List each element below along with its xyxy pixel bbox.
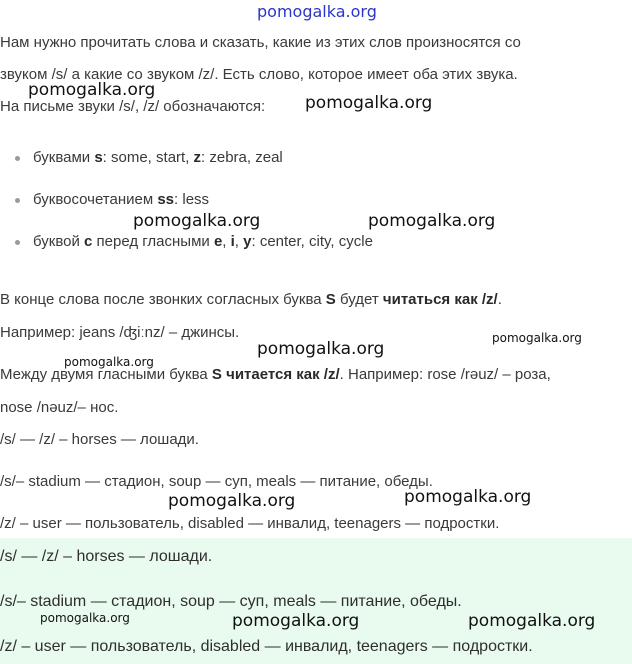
list-text: : zebra, zeal <box>201 149 283 166</box>
list-text: : center, city, cycle <box>251 233 373 250</box>
list-text: : some, start, <box>102 149 194 166</box>
rule-text: будет <box>335 291 383 308</box>
list-bold: c <box>84 233 93 250</box>
watermark: pomogalka.org <box>257 339 385 359</box>
list-text: буквосочетанием <box>33 191 158 208</box>
answer-horses: /s/ — /z/ – horses — лошади. <box>0 548 213 565</box>
list-text: перед гласными <box>92 233 214 250</box>
rule-bold: S <box>325 291 336 308</box>
list-text: , <box>222 233 231 250</box>
rule-text: . Например: rose /rəuz/ – роза, <box>339 366 551 383</box>
list-text: : less <box>174 191 210 208</box>
watermark: pomogalka.org <box>28 80 156 100</box>
watermark: pomogalka.org <box>468 611 596 631</box>
intro-line-3: На письме звуки /s/, /z/ обозначаются: <box>0 98 266 115</box>
line-horses: /s/ — /z/ – horses — лошади. <box>0 431 199 448</box>
bullet-icon <box>15 198 20 203</box>
list-bold: i <box>230 233 235 250</box>
rule-bold: читается как /z/ <box>226 366 340 383</box>
example-jeans: Например: jeans /ʤiːnz/ – джинсы. <box>0 324 240 341</box>
example-nose: nose /nəuz/– нос. <box>0 399 119 416</box>
watermark: pomogalka.org <box>368 211 496 231</box>
line-z-words: /z/ – user — пользователь, disabled — инвалид, teenagers — подростки. <box>0 515 500 532</box>
line-s-words: /s/– stadium — стадион, soup — суп, meals — питание, обеды. <box>0 473 433 490</box>
rule-text: Между двумя гласными буква <box>0 366 212 383</box>
rule-bold: читаться как /z/ <box>382 291 498 308</box>
watermark: pomogalka.org <box>232 611 360 631</box>
rule-bold: S <box>211 366 222 383</box>
list-bold: e <box>213 233 223 250</box>
watermark-top: pomogalka.org <box>257 2 377 21</box>
watermark: pomogalka.org <box>492 331 582 345</box>
watermark: pomogalka.org <box>40 611 130 625</box>
list-text: буквами <box>33 149 95 166</box>
rule-text: . <box>497 291 502 308</box>
bullet-icon <box>15 156 20 161</box>
bullet-icon <box>15 240 20 245</box>
intro-line-2: звуком /s/ а какие со звуком /z/. Есть слово, которое имеет оба этих звука. <box>0 66 518 83</box>
list-text: буквой <box>33 233 85 250</box>
list-bold: s <box>94 149 103 166</box>
list-bold: y <box>243 233 252 250</box>
watermark: pomogalka.org <box>305 93 433 113</box>
rule-final-s <box>0 290 502 310</box>
watermark: pomogalka.org <box>168 491 296 511</box>
watermark: pomogalka.org <box>133 211 261 231</box>
list-item <box>33 148 283 168</box>
answer-block <box>0 538 632 664</box>
answer-s-words: /s/– stadium — стадион, soup — суп, meals — питание, обеды. <box>0 593 462 610</box>
list-text: , <box>234 233 244 250</box>
list-item <box>33 232 373 252</box>
watermark: pomogalka.org <box>404 487 532 507</box>
list-bold: z <box>193 149 202 166</box>
intro-line-1: Нам нужно прочитать слова и сказать, какие из этих слов произносятся со <box>0 34 521 51</box>
answer-z-words: /z/ – user — пользователь, disabled — инвалид, teenagers — подростки. <box>0 638 533 655</box>
list-item <box>33 190 209 210</box>
list-bold: ss <box>157 191 175 208</box>
watermark: pomogalka.org <box>64 355 154 369</box>
rule-text: В конце слова после звонких согласных буква <box>0 291 326 308</box>
